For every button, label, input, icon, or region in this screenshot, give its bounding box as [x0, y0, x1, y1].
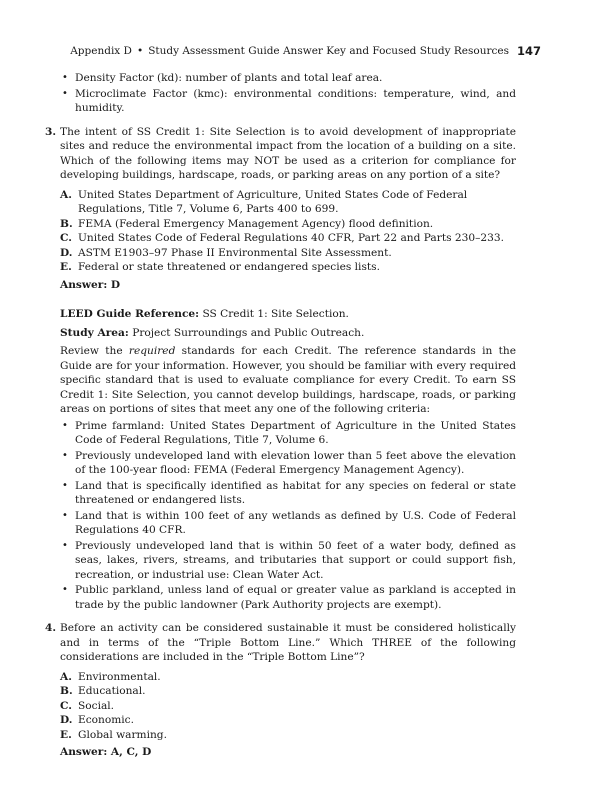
option-text: United States Code of Federal Regulations 40 CFR, Part 22 and Parts 230–233.: [78, 232, 504, 244]
option-letter: E.: [60, 261, 72, 273]
list-item: • Prime farmland: United States Department of Agriculture in the United States Code of Federal Regulations, Title 7, Volume 6.: [60, 419, 516, 448]
study-area-label: Study Area:: [60, 326, 129, 339]
running-header: [70, 44, 541, 60]
header-title: Study Assessment Guide Answer Key and Focused Study Resources: [148, 45, 509, 57]
option-b: [60, 684, 516, 699]
guide-reference: [60, 307, 516, 322]
study-area-value: Project Surroundings and Public Outreach.: [132, 326, 365, 339]
question-number: 4.: [45, 622, 57, 634]
reference-label: LEED Guide Reference:: [60, 308, 200, 320]
option-text: ASTM E1903–97 Phase II Environmental Site Assessment.: [78, 246, 392, 259]
answer-key: Answer: A, C, D: [60, 746, 152, 758]
criteria-list: [60, 419, 516, 613]
top-bullet-list: [60, 71, 516, 116]
explanation-paragraph: [60, 344, 516, 417]
option-letter: C.: [60, 699, 72, 712]
option-e: [60, 260, 516, 275]
page-number: 147: [516, 44, 541, 58]
question-3: [45, 125, 516, 613]
appendix-label: Appendix D: [70, 45, 132, 57]
study-area: [60, 326, 516, 341]
answer-options: [60, 670, 516, 743]
option-letter: E.: [60, 728, 72, 741]
option-d: [60, 246, 516, 261]
question-text: Before an activity can be considered sustainable it must be considered holistically and in terms of the “Triple Bottom Line.” Which THREE of the following considerations are included in the “Triple Bottom Line”?: [60, 622, 516, 663]
option-letter: A.: [60, 670, 72, 683]
option-text: FEMA (Federal Emergency Management Agency) flood definition.: [78, 217, 434, 230]
header-separator: •: [136, 45, 144, 57]
list-item: • Public parkland, unless land of equal or greater value as parkland is accepted in trade by the public landowner (Park Authority projects are exempt).: [60, 583, 516, 612]
option-text: Global warming.: [78, 728, 167, 741]
option-text: Federal or state threatened or endangered species lists.: [78, 261, 380, 273]
emphasis-required: required: [128, 345, 176, 357]
question-text: The intent of SS Credit 1: Site Selection is to avoid development of inappropriate sites and reduce the environmental impact from the location of a building on a site. Which of the following items may NOT be used as a criterion for compliance for developing buildings, hardscape, roads, or parking areas on any portion of a site?: [60, 125, 516, 181]
list-item: • Land that is specifically identified as habitat for any species on federal or state threatened or endangered lists.: [60, 479, 516, 508]
option-letter: D.: [60, 714, 73, 726]
option-e: [60, 728, 516, 743]
option-d: [60, 713, 516, 728]
option-c: [60, 699, 516, 714]
option-letter: C.: [60, 232, 72, 244]
option-letter: D.: [60, 246, 73, 259]
option-a: [60, 670, 516, 685]
option-text: Educational.: [78, 685, 146, 697]
list-item: • Microclimate Factor (kmc): environmental conditions: temperature, wind, and humidity.: [60, 87, 516, 116]
option-letter: A.: [60, 188, 72, 201]
list-item: • Previously undeveloped land that is within 50 feet of a water body, defined as seas, lakes, rivers, streams, and tributaries that support or could support fish, recreation, or industrial use: Clean Water Act.: [60, 539, 516, 583]
option-text: Social.: [78, 699, 115, 712]
option-c: [60, 231, 516, 246]
list-item: • Land that is within 100 feet of any wetlands as defined by U.S. Code of Federal Regulations 40 CFR.: [60, 509, 516, 538]
running-title: [70, 45, 509, 57]
option-letter: B.: [60, 685, 73, 697]
option-b: [60, 217, 516, 232]
question-4: [45, 621, 516, 760]
reference-value: SS Credit 1: Site Selection.: [202, 308, 349, 320]
question-number: 3.: [45, 125, 57, 138]
option-a: [60, 188, 516, 217]
answer-key: Answer: D: [60, 278, 121, 291]
list-item: • Density Factor (kd): number of plants and total leaf area.: [60, 71, 516, 86]
list-item: • Previously undeveloped land with elevation lower than 5 feet above the elevation of the 100-year flood: FEMA (Federal Emergency Management Agency).: [60, 449, 516, 478]
option-text: United States Department of Agriculture, United States Code of Federal Regulations, Title 7, Volume 6, Parts 400 to 699.: [78, 188, 468, 215]
option-text: Economic.: [78, 714, 134, 726]
paragraph-text: Review the: [60, 345, 129, 357]
option-letter: B.: [60, 217, 73, 230]
option-text: Environmental.: [78, 670, 161, 683]
page-body: [45, 71, 516, 760]
paragraph-text: standards for each Credit. The reference standards in the Guide are for your information. However, you should be familiar with every required specific standard that is used to evaluate compliance for every Credit. To earn SS Credit 1: Site Selection, you cannot develop buildings, hardscape, roads, or parking areas on portions of sites that meet any one of the following criteria:: [60, 345, 516, 415]
answer-options: [60, 188, 516, 275]
